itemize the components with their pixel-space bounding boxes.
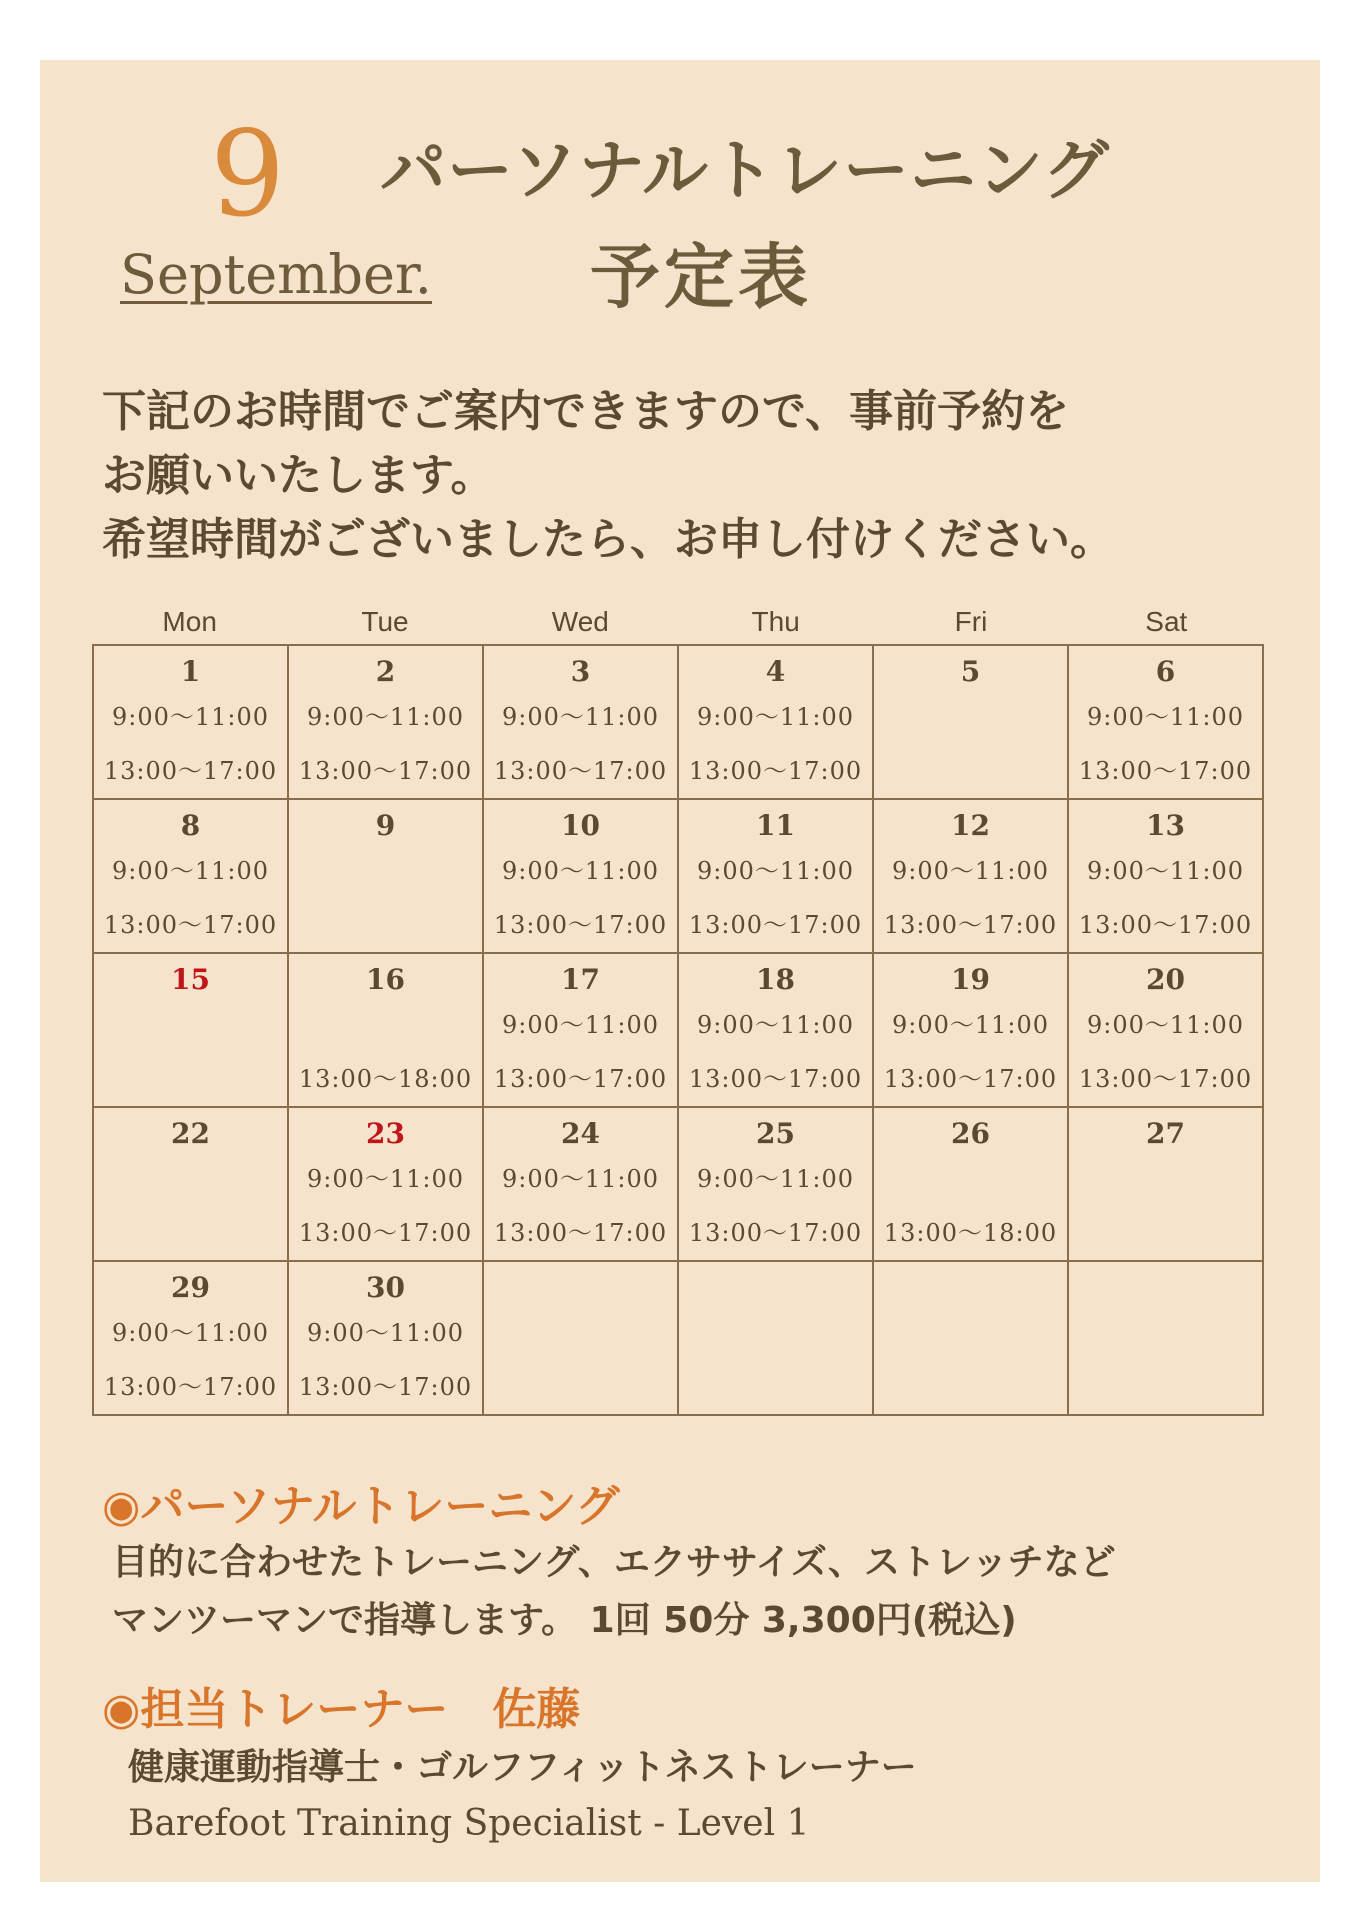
calendar-day-cell xyxy=(1068,645,1263,799)
day-number: 29 xyxy=(171,1271,210,1304)
day-number: 13 xyxy=(1146,809,1185,842)
calendar-day-cell xyxy=(288,799,483,953)
calendar-day-cell xyxy=(678,1107,873,1261)
day-number: 25 xyxy=(756,1117,795,1150)
calendar-grid xyxy=(92,644,1264,1416)
morning-slot xyxy=(484,1306,677,1360)
intro-text xyxy=(102,380,1282,572)
day-number: 2 xyxy=(375,655,396,688)
afternoon-slot: 13:00〜17:00 xyxy=(1078,911,1253,939)
day-number: 18 xyxy=(756,963,795,996)
intro-line-2: お願いいたします。 xyxy=(102,450,495,501)
afternoon-slot xyxy=(289,898,482,952)
title-personal-training: パーソナルトレーニング xyxy=(380,132,1110,209)
calendar-day-cell xyxy=(678,799,873,953)
afternoon-slot: 13:00〜18:00 xyxy=(883,1219,1058,1247)
weekday-label: Tue xyxy=(361,606,409,637)
calendar-day-cell xyxy=(93,953,288,1107)
afternoon-slot: 13:00〜18:00 xyxy=(298,1065,473,1093)
day-number: 11 xyxy=(756,809,795,842)
day-number xyxy=(484,1270,677,1306)
trainer-credentials: 健康運動指導士・ゴルフフィットネストレーナー xyxy=(128,1747,917,1788)
calendar-week-row xyxy=(93,1261,1263,1415)
day-number: 23 xyxy=(366,1117,405,1150)
morning-slot xyxy=(1069,1152,1262,1206)
afternoon-slot: 13:00〜17:00 xyxy=(883,1065,1058,1093)
calendar-day-cell xyxy=(288,1107,483,1261)
morning-slot: 9:00〜11:00 xyxy=(111,857,270,885)
day-number xyxy=(874,1270,1067,1306)
afternoon-slot: 13:00〜17:00 xyxy=(493,1065,668,1093)
morning-slot: 9:00〜11:00 xyxy=(696,1011,855,1039)
afternoon-slot: 13:00〜17:00 xyxy=(298,1373,473,1401)
afternoon-slot: 13:00〜17:00 xyxy=(883,911,1058,939)
service-description-1: 目的に合わせたトレーニング、エクササイズ、ストレッチなど xyxy=(112,1542,1116,1583)
calendar-day-cell xyxy=(873,1107,1068,1261)
day-number: 9 xyxy=(375,809,396,842)
calendar-day-cell xyxy=(288,953,483,1107)
day-number xyxy=(1069,1270,1262,1306)
afternoon-slot: 13:00〜17:00 xyxy=(1078,1065,1253,1093)
morning-slot xyxy=(94,998,287,1052)
day-number: 4 xyxy=(765,655,786,688)
intro-line-1: 下記のお時間でご案内できますので、事前予約を xyxy=(102,386,1070,437)
afternoon-slot: 13:00〜17:00 xyxy=(298,1219,473,1247)
morning-slot: 9:00〜11:00 xyxy=(1086,857,1245,885)
day-number: 27 xyxy=(1146,1117,1185,1150)
month-name: September. xyxy=(120,243,432,306)
month-number: 9 xyxy=(210,105,286,243)
afternoon-slot: 13:00〜17:00 xyxy=(103,757,278,785)
day-number: 8 xyxy=(180,809,201,842)
calendar-day-cell xyxy=(288,645,483,799)
calendar-day-cell xyxy=(93,1107,288,1261)
morning-slot xyxy=(874,690,1067,744)
morning-slot: 9:00〜11:00 xyxy=(306,1165,465,1193)
title-schedule: 予定表 xyxy=(590,236,812,318)
intro-line-3: 希望時間がございましたら、お申し付けください。 xyxy=(102,514,1114,565)
day-number: 30 xyxy=(366,1271,405,1304)
morning-slot: 9:00〜11:00 xyxy=(696,1165,855,1193)
calendar-day-cell xyxy=(1068,1107,1263,1261)
afternoon-slot: 13:00〜17:00 xyxy=(688,911,863,939)
day-number: 16 xyxy=(366,963,405,996)
weekday-header xyxy=(92,600,1264,644)
calendar-day-cell xyxy=(1068,1261,1263,1415)
day-number: 17 xyxy=(561,963,600,996)
service-heading: ◉パーソナルトレーニング xyxy=(102,1481,620,1532)
trainer-heading: ◉担当トレーナー 佐藤 xyxy=(102,1684,581,1735)
calendar-day-cell xyxy=(483,1107,678,1261)
morning-slot xyxy=(94,1152,287,1206)
day-number: 24 xyxy=(561,1117,600,1150)
day-number: 26 xyxy=(951,1117,990,1150)
service-description-2: マンツーマンで指導します。 1回 50分 3,300円(税込) xyxy=(112,1600,1017,1641)
day-number: 20 xyxy=(1146,963,1185,996)
morning-slot xyxy=(289,844,482,898)
calendar-day-cell xyxy=(873,799,1068,953)
day-number: 3 xyxy=(570,655,591,688)
day-number: 15 xyxy=(171,963,210,996)
morning-slot xyxy=(1069,1306,1262,1360)
weekday-label: Thu xyxy=(751,606,800,637)
schedule-calendar xyxy=(92,600,1264,1416)
afternoon-slot: 13:00〜17:00 xyxy=(103,911,278,939)
calendar-day-cell xyxy=(483,645,678,799)
calendar-week-row xyxy=(93,953,1263,1107)
afternoon-slot: 13:00〜17:00 xyxy=(1078,757,1253,785)
afternoon-slot xyxy=(874,1360,1067,1414)
calendar-day-cell xyxy=(678,953,873,1107)
morning-slot: 9:00〜11:00 xyxy=(501,703,660,731)
calendar-day-cell xyxy=(483,1261,678,1415)
afternoon-slot: 13:00〜17:00 xyxy=(688,1065,863,1093)
calendar-day-cell xyxy=(93,1261,288,1415)
morning-slot: 9:00〜11:00 xyxy=(306,1319,465,1347)
morning-slot: 9:00〜11:00 xyxy=(306,703,465,731)
afternoon-slot: 13:00〜17:00 xyxy=(688,757,863,785)
day-number xyxy=(679,1270,872,1306)
day-number: 5 xyxy=(960,655,981,688)
morning-slot xyxy=(289,998,482,1052)
calendar-day-cell xyxy=(93,645,288,799)
morning-slot: 9:00〜11:00 xyxy=(1086,1011,1245,1039)
day-number: 19 xyxy=(951,963,990,996)
morning-slot xyxy=(679,1306,872,1360)
calendar-day-cell xyxy=(1068,953,1263,1107)
morning-slot: 9:00〜11:00 xyxy=(111,703,270,731)
weekday-label: Mon xyxy=(162,606,217,637)
calendar-day-cell xyxy=(1068,799,1263,953)
afternoon-slot xyxy=(679,1360,872,1414)
calendar-day-cell xyxy=(678,645,873,799)
afternoon-slot: 13:00〜17:00 xyxy=(298,757,473,785)
trainer-certification: Barefoot Training Specialist - Level 1 xyxy=(128,1803,810,1844)
calendar-day-cell xyxy=(873,1261,1068,1415)
calendar-day-cell xyxy=(483,953,678,1107)
weekday-label: Wed xyxy=(551,606,609,637)
day-number: 10 xyxy=(561,809,600,842)
afternoon-slot xyxy=(94,1206,287,1260)
afternoon-slot: 13:00〜17:00 xyxy=(493,1219,668,1247)
day-number: 12 xyxy=(951,809,990,842)
calendar-week-row xyxy=(93,645,1263,799)
morning-slot: 9:00〜11:00 xyxy=(501,857,660,885)
afternoon-slot xyxy=(1069,1360,1262,1414)
morning-slot: 9:00〜11:00 xyxy=(111,1319,270,1347)
calendar-day-cell xyxy=(873,645,1068,799)
afternoon-slot xyxy=(484,1360,677,1414)
morning-slot: 9:00〜11:00 xyxy=(696,703,855,731)
morning-slot xyxy=(874,1152,1067,1206)
morning-slot: 9:00〜11:00 xyxy=(696,857,855,885)
calendar-day-cell xyxy=(288,1261,483,1415)
weekday-label: Fri xyxy=(954,606,988,637)
calendar-day-cell xyxy=(678,1261,873,1415)
afternoon-slot: 13:00〜17:00 xyxy=(493,757,668,785)
morning-slot: 9:00〜11:00 xyxy=(891,857,1050,885)
calendar-day-cell xyxy=(873,953,1068,1107)
morning-slot: 9:00〜11:00 xyxy=(891,1011,1050,1039)
afternoon-slot: 13:00〜17:00 xyxy=(493,911,668,939)
morning-slot xyxy=(874,1306,1067,1360)
calendar-day-cell xyxy=(483,799,678,953)
afternoon-slot xyxy=(1069,1206,1262,1260)
calendar-week-row xyxy=(93,799,1263,953)
calendar-day-cell xyxy=(93,799,288,953)
day-number: 6 xyxy=(1155,655,1176,688)
afternoon-slot: 13:00〜17:00 xyxy=(688,1219,863,1247)
morning-slot: 9:00〜11:00 xyxy=(501,1011,660,1039)
afternoon-slot: 13:00〜17:00 xyxy=(103,1373,278,1401)
calendar-week-row xyxy=(93,1107,1263,1261)
afternoon-slot xyxy=(874,744,1067,798)
day-number: 1 xyxy=(180,655,201,688)
day-number: 22 xyxy=(171,1117,210,1150)
weekday-label: Sat xyxy=(1145,606,1188,637)
morning-slot: 9:00〜11:00 xyxy=(501,1165,660,1193)
morning-slot: 9:00〜11:00 xyxy=(1086,703,1245,731)
afternoon-slot xyxy=(94,1052,287,1106)
